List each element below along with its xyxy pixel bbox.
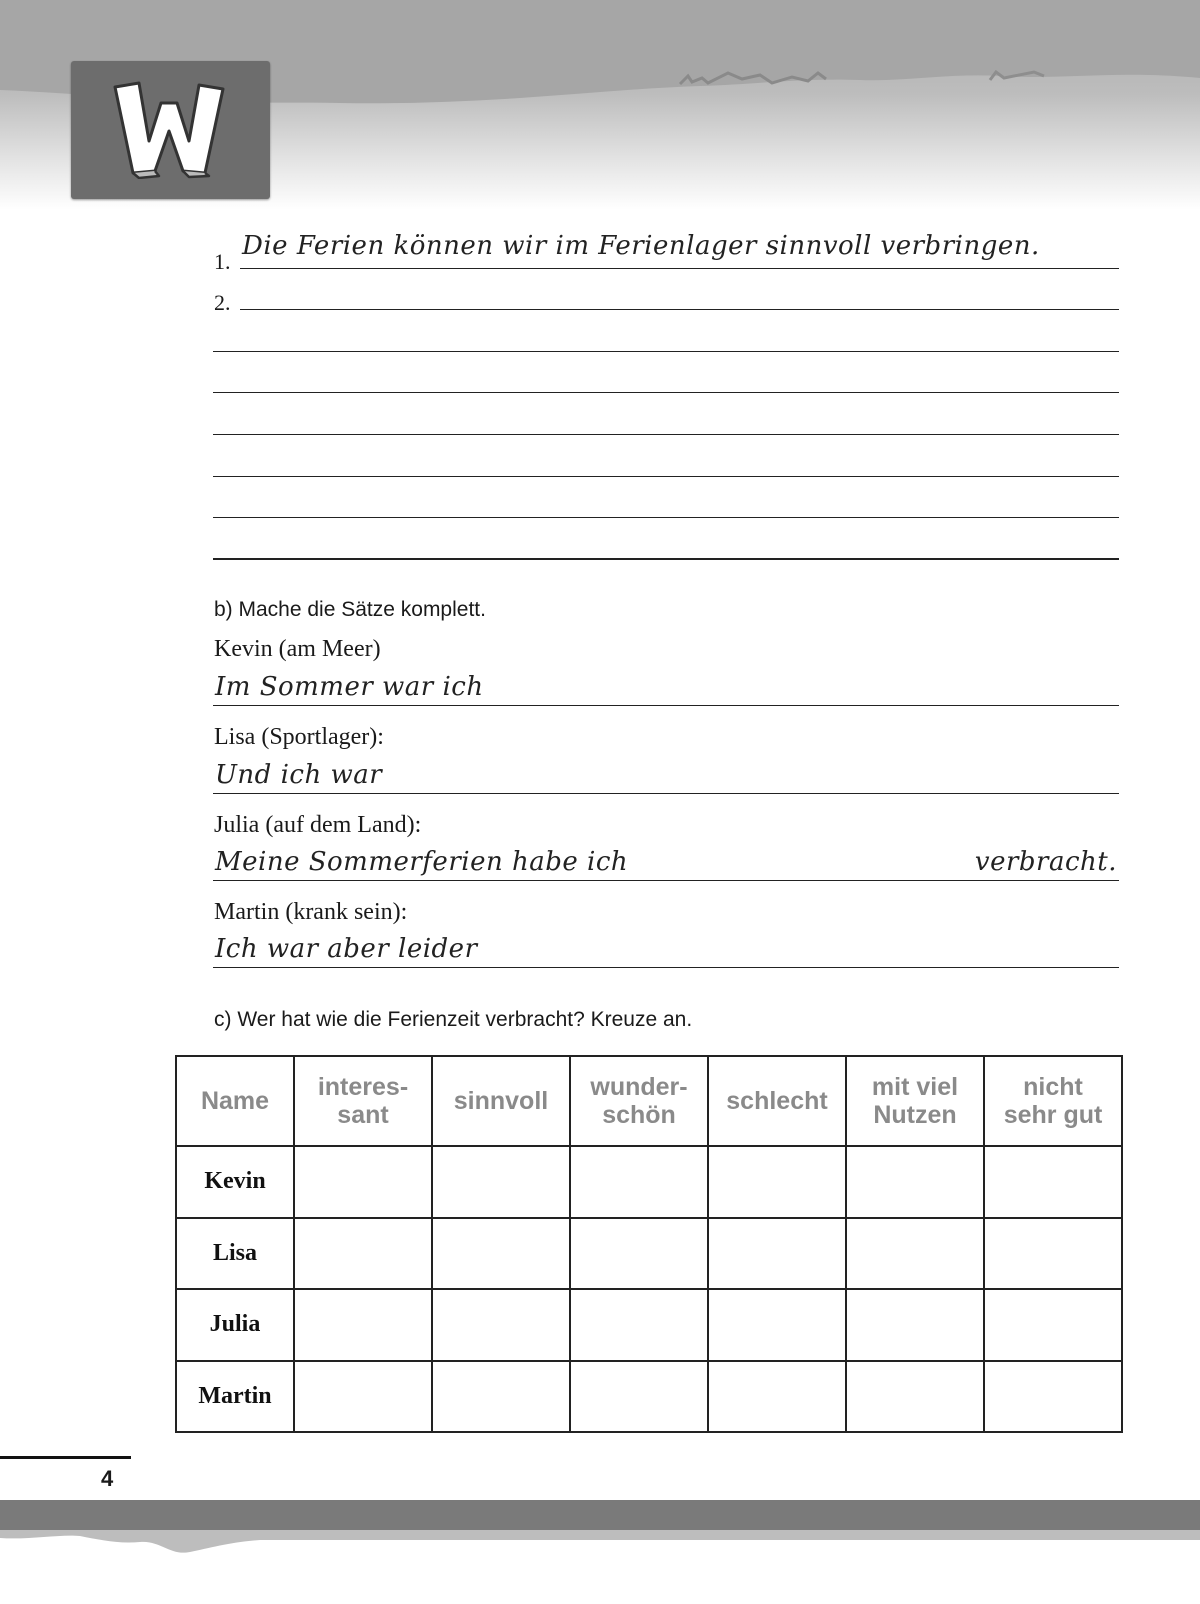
answer-line [240, 229, 1119, 269]
answer-line [213, 928, 1119, 968]
checkbox-cell[interactable] [984, 1361, 1122, 1433]
prompt-label: Julia (auf dem Land): [214, 812, 422, 838]
checkbox-cell[interactable] [708, 1146, 846, 1218]
handwritten-start: Meine Sommerferien habe ich [215, 847, 629, 877]
checkbox-cell[interactable] [294, 1361, 432, 1433]
checkbox-cell[interactable] [846, 1146, 984, 1218]
line-number: 1. [214, 249, 231, 274]
handwritten-start: Ich war aber leider [215, 934, 478, 964]
checkbox-cell[interactable] [846, 1218, 984, 1290]
table-row [176, 1361, 1122, 1433]
column-header: Name [176, 1056, 294, 1146]
instruction-c: c) Wer hat wie die Ferienzeit verbracht? Kreuze an. [214, 1008, 693, 1031]
checkbox-cell[interactable] [432, 1289, 570, 1361]
checkbox-cell[interactable] [708, 1361, 846, 1433]
row-name: Kevin [176, 1146, 294, 1218]
checkbox-cell[interactable] [708, 1289, 846, 1361]
row-name: Julia [176, 1289, 294, 1361]
table-row [176, 1218, 1122, 1290]
answer-line [213, 754, 1119, 794]
blank-line [213, 478, 1119, 518]
w-logo [71, 61, 270, 199]
checkbox-cell[interactable] [432, 1218, 570, 1290]
blank-line [213, 395, 1119, 435]
w-logo-icon [109, 79, 229, 179]
blank-line [213, 312, 1119, 352]
prompt-label: Lisa (Sportlager): [214, 724, 384, 750]
line-number: 2. [214, 290, 231, 315]
checkbox-cell[interactable] [984, 1146, 1122, 1218]
prompt-label: Martin (krank sein): [214, 899, 408, 925]
column-header: mit viel Nutzen [846, 1056, 984, 1146]
instruction-b: b) Mache die Sätze komplett. [214, 598, 486, 621]
page-number-rule [0, 1456, 131, 1459]
handwritten-end: verbracht. [974, 847, 1117, 877]
column-header: sinnvoll [432, 1056, 570, 1146]
prompt-label: Kevin (am Meer) [214, 636, 381, 662]
answer-line [213, 666, 1119, 706]
checkbox-cell[interactable] [570, 1289, 708, 1361]
checkbox-cell[interactable] [846, 1361, 984, 1433]
column-header: schlecht [708, 1056, 846, 1146]
blank-line [213, 353, 1119, 393]
checkbox-cell[interactable] [984, 1289, 1122, 1361]
checkbox-cell[interactable] [432, 1146, 570, 1218]
row-name: Lisa [176, 1218, 294, 1290]
page-number: 4 [101, 1466, 114, 1491]
rating-table [175, 1055, 1123, 1433]
answer-line [240, 270, 1119, 310]
column-header: wunder- schön [570, 1056, 708, 1146]
row-name: Martin [176, 1361, 294, 1433]
blank-line [213, 437, 1119, 477]
checkbox-cell[interactable] [570, 1361, 708, 1433]
checkbox-cell[interactable] [570, 1146, 708, 1218]
table-header-row [176, 1056, 1122, 1146]
checkbox-cell[interactable] [570, 1218, 708, 1290]
handwritten-start: Und ich war [215, 760, 383, 790]
handwritten-start: Im Sommer war ich [215, 672, 484, 702]
handwritten-answer: Die Ferien können wir im Ferienlager sinnvoll verbringen. [242, 231, 1040, 261]
column-header: interes- sant [294, 1056, 432, 1146]
column-header: nicht sehr gut [984, 1056, 1122, 1146]
blank-line [213, 520, 1119, 560]
checkbox-cell[interactable] [984, 1218, 1122, 1290]
checkbox-cell[interactable] [294, 1289, 432, 1361]
checkbox-cell[interactable] [294, 1146, 432, 1218]
answer-line [213, 841, 1119, 881]
checkbox-cell[interactable] [432, 1361, 570, 1433]
checkbox-cell[interactable] [294, 1218, 432, 1290]
table-row [176, 1146, 1122, 1218]
checkbox-cell[interactable] [846, 1289, 984, 1361]
table-row [176, 1289, 1122, 1361]
checkbox-cell[interactable] [708, 1218, 846, 1290]
footer-banner [0, 1496, 1200, 1604]
